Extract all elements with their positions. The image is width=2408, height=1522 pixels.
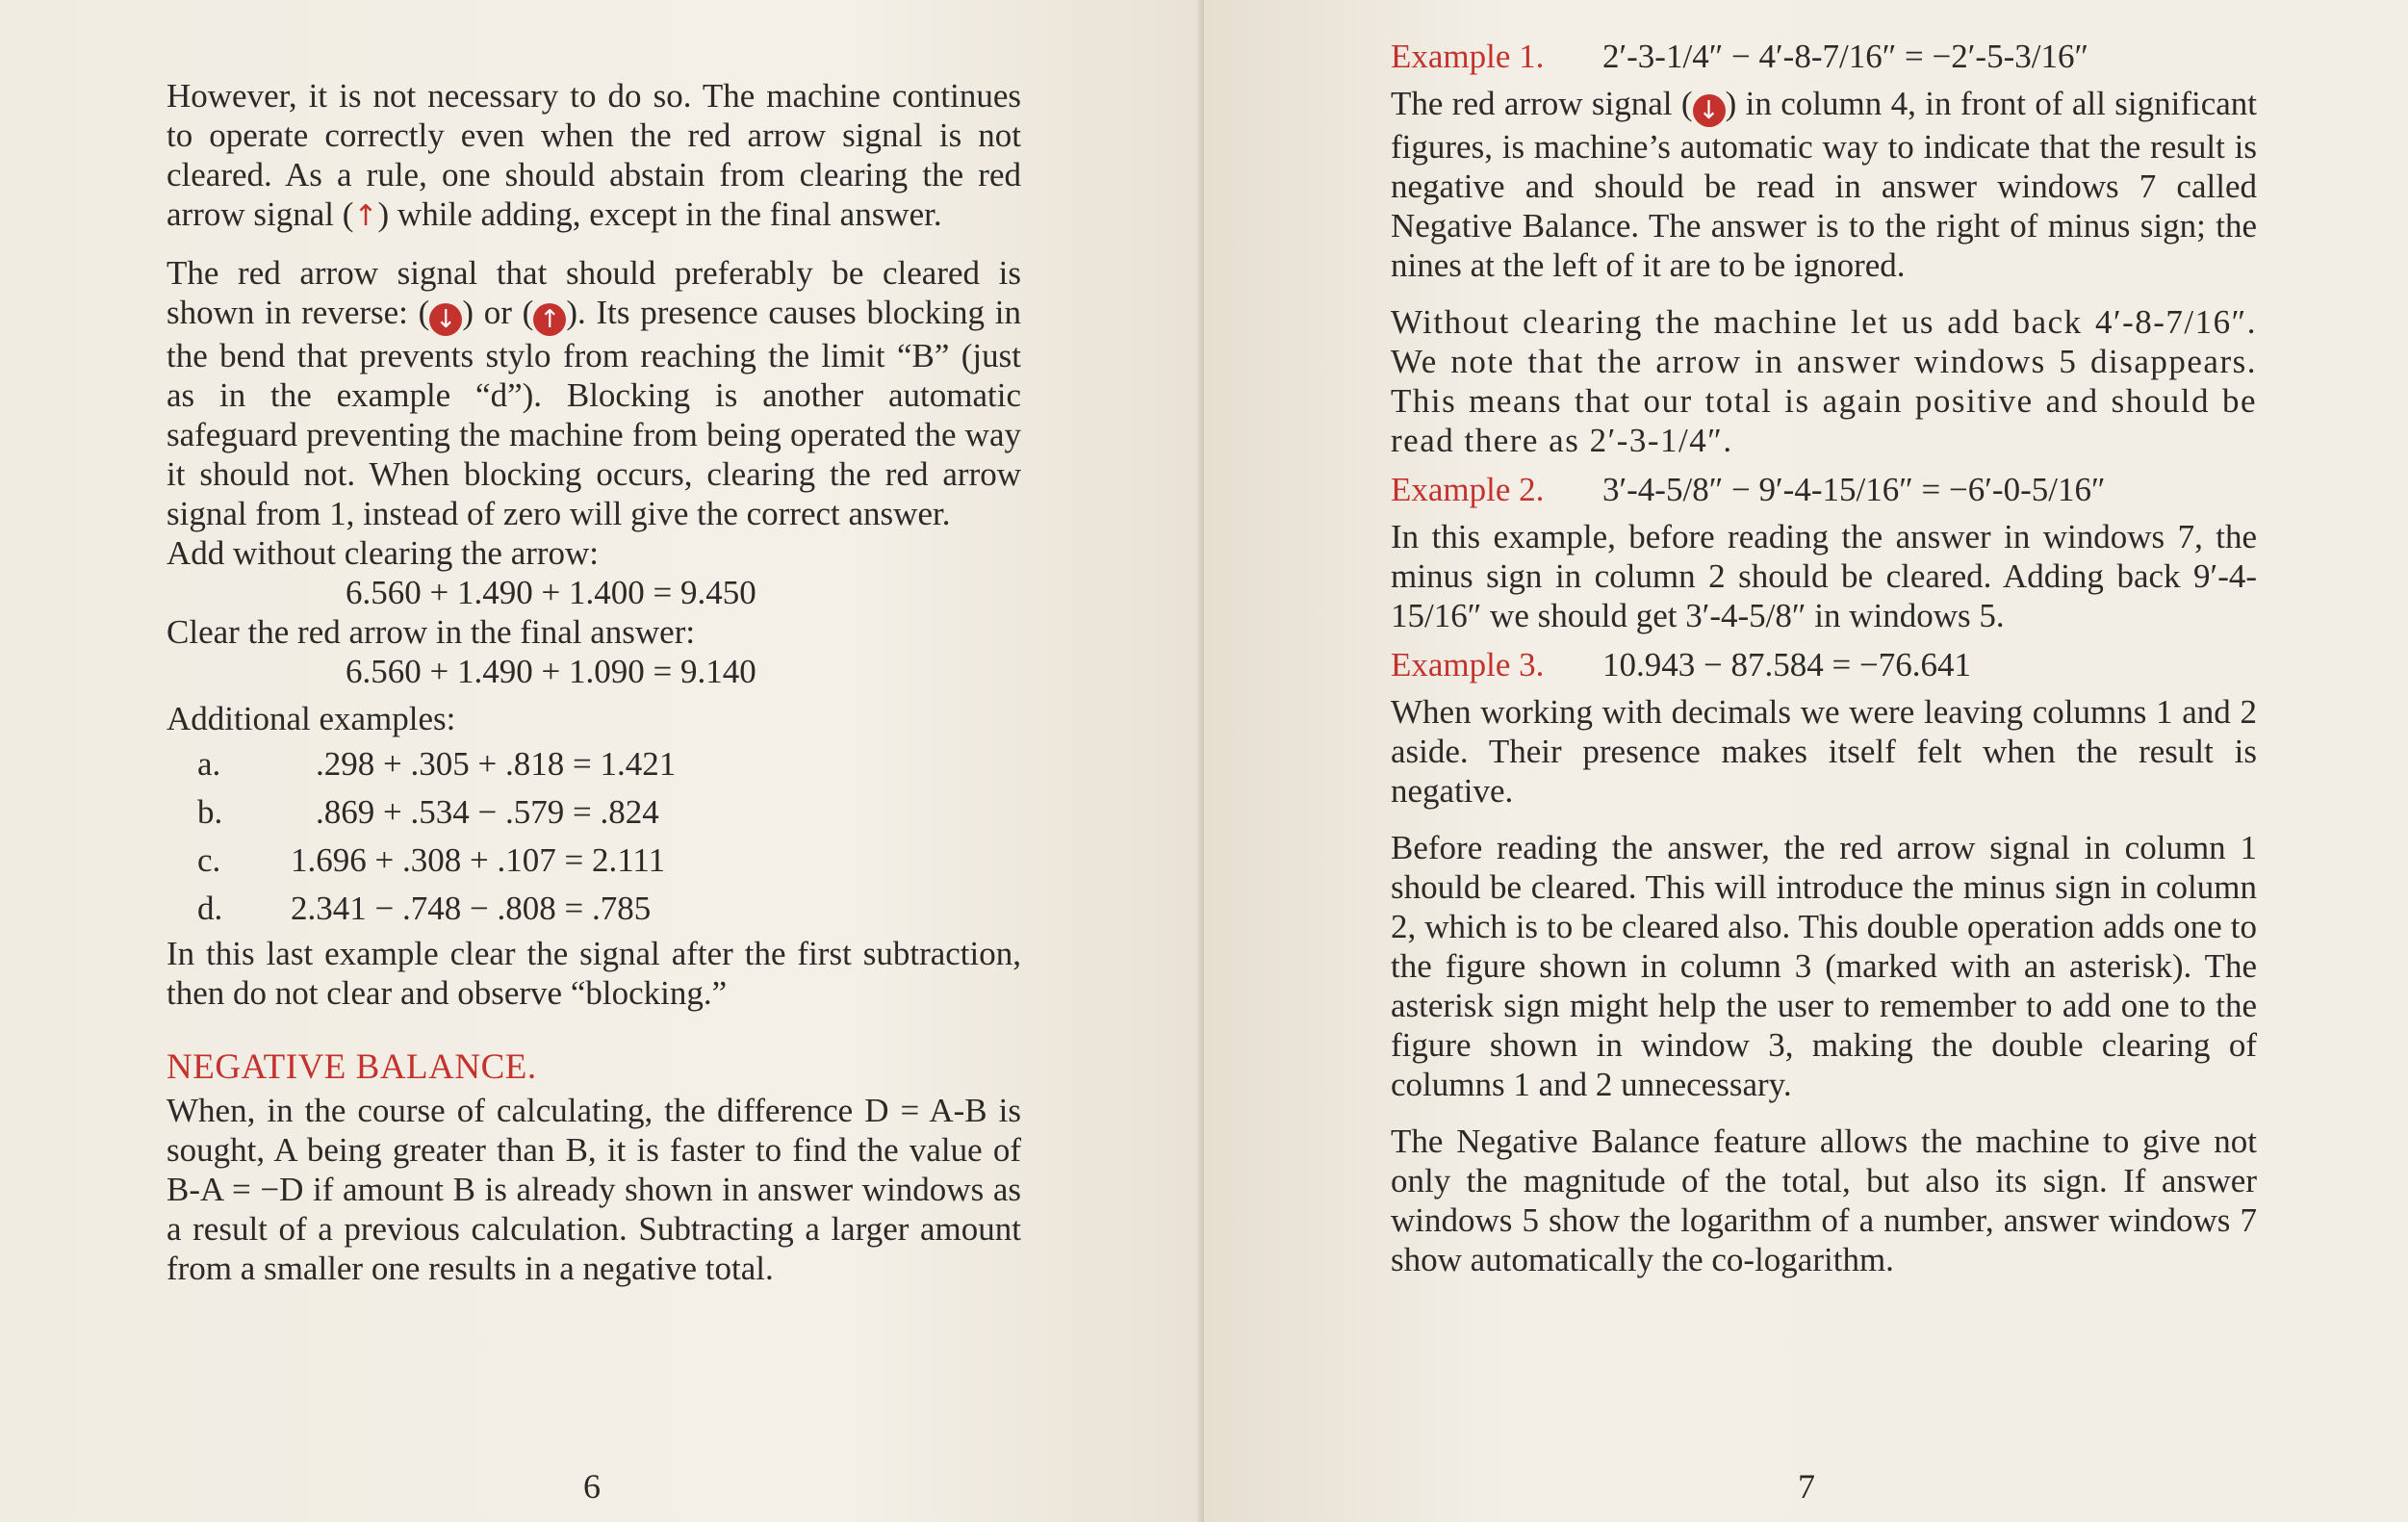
paragraph-negative-balance-feature: The Negative Balance feature allows the machine to give not only the magnitude of the total, but also its sign. If answer windows 5 show the logarithm of a number, answer windows 7 show automatically the co-logarithm. [1391, 1122, 2257, 1278]
equation-1: 6.560 + 1.490 + 1.400 = 9.450 [346, 574, 756, 611]
example-1-heading [1391, 37, 2257, 76]
example-row-d [167, 889, 1021, 928]
example-row-a [167, 744, 1021, 784]
clear-final-label: Clear the red arrow in the final answer: [167, 613, 696, 651]
text-segment: ) in column 4, in front of all significant figures, is machine’s automatic way to indicate that the result is negative and should be read in answer windows 7 called Negative Balance. The answer is to the right of minus sign; the nines at the left of it are to be ignored. [1391, 85, 2257, 284]
example-label: b. [197, 793, 223, 831]
paragraph-red-arrow-column-4 [1391, 84, 2257, 285]
paragraph-before-reading: Before reading the answer, the red arrow signal in column 1 should be cleared. This will introduce the minus sign in column 2, which is to be cleared also. This double operation adds one to the figure shown in column 3 (marked with an asterisk). The asterisk sign might help the user to remember to add one to the figure shown in window 3, making the double clearing of columns 1 and 2 unnecessary. [1391, 829, 2257, 1103]
example-row-b [167, 792, 1021, 832]
example-name: Example 3. [1391, 646, 1545, 684]
example-expression: 3′-4-5/8″ − 9′-4-15/16″ = −6′-0-5/16″ [1602, 471, 2106, 508]
example-name: Example 2. [1391, 471, 1545, 508]
text-segment: ) or ( [462, 294, 534, 331]
add-without-clearing-label: Add without clearing the arrow: [167, 534, 600, 572]
page-number: 6 [583, 1467, 601, 1506]
paragraph-example-2: In this example, before reading the answer in windows 7, the minus sign in column 2 should be cleared. Adding back 9′-4-15/16″ we should get 3′-4-5/8″ in windows 5. [1391, 518, 2257, 634]
paragraph-add-back: Without clearing the machine let us add back 4′-8-7/16″. We note that the arrow in answer windows 5 disappears. This means that our total is again positive and should be read there as 2′-3-1/4″. [1391, 303, 2257, 459]
red-arrow-down-badge-icon: ↓ [1693, 94, 1726, 127]
paragraph-reverse-signal [167, 253, 1021, 533]
red-arrow-up-icon: ↑ [353, 199, 378, 233]
right-page [1204, 0, 2408, 1522]
example-expression: .298 + .305 + .818 = 1.421 [316, 745, 677, 783]
example-label: c. [197, 841, 221, 879]
left-column [167, 76, 1021, 1288]
example-row-c [167, 840, 1021, 880]
section-heading-negative-balance: NEGATIVE BALANCE. [167, 1047, 537, 1087]
paragraph-last-example: In this last example clear the signal after the first subtraction, then do not clear and observe “blocking.” [167, 935, 1021, 1012]
right-column [1391, 37, 2257, 1279]
equation-2: 6.560 + 1.490 + 1.090 = 9.140 [346, 653, 756, 690]
paragraph-negative-balance: When, in the course of calculating, the difference D = A-B is sought, A being greater than B, it is faster to find the value of B-A = −D if amount B is already shown in answer windows as a result of a previous calculation. Subtracting a larger amount from a smaller one results in a negative total. [167, 1092, 1021, 1287]
paragraph-red-arrow-clearing [167, 76, 1021, 236]
text-segment: The red arrow signal that should preferably be cleared is shown in reverse: ( [167, 254, 1021, 331]
additional-examples-label: Additional examples: [167, 700, 456, 737]
paragraph-decimals: When working with decimals we were leaving columns 1 and 2 aside. Their presence makes itself felt when the result is negative. [1391, 693, 2257, 810]
example-label: a. [197, 745, 221, 783]
example-name: Example 1. [1391, 38, 1545, 75]
example-3-heading [1391, 645, 2257, 684]
examples-list [167, 744, 1021, 928]
example-expression: 2′-3-1/4″ − 4′-8-7/16″ = −2′-5-3/16″ [1602, 38, 2089, 75]
example-expression: 10.943 − 87.584 = −76.641 [1602, 646, 1971, 684]
text-segment: The red arrow signal ( [1391, 85, 1693, 122]
text-segment: However, it is not necessary to do so. The machine continues to operate correctly even when the red arrow signal is not cleared. As a rule, one should abstain from clearing the red arrow signal ( [167, 77, 1021, 233]
text-segment: ) while adding, except in the final answer. [377, 195, 942, 233]
example-expression: 1.696 + .308 + .107 = 2.111 [291, 841, 666, 879]
page-number: 7 [1798, 1467, 1815, 1506]
red-arrow-up-badge-icon: ↑ [533, 303, 566, 336]
text-segment: ). Its presence causes blocking in the bend that prevents stylo from reaching the limit “B” (just as in the example “d”). Blocking is another automatic safeguard preventing the machine from being operated the way it should not. When blocking occurs, clearing the red arrow signal from 1, instead of zero will give the correct answer. [167, 294, 1022, 532]
example-label: d. [197, 890, 223, 927]
example-expression: 2.341 − .748 − .808 = .785 [291, 890, 652, 927]
red-arrow-down-badge-icon: ↓ [429, 303, 462, 336]
example-expression: .869 + .534 − .579 = .824 [316, 793, 659, 831]
example-2-heading [1391, 470, 2257, 509]
